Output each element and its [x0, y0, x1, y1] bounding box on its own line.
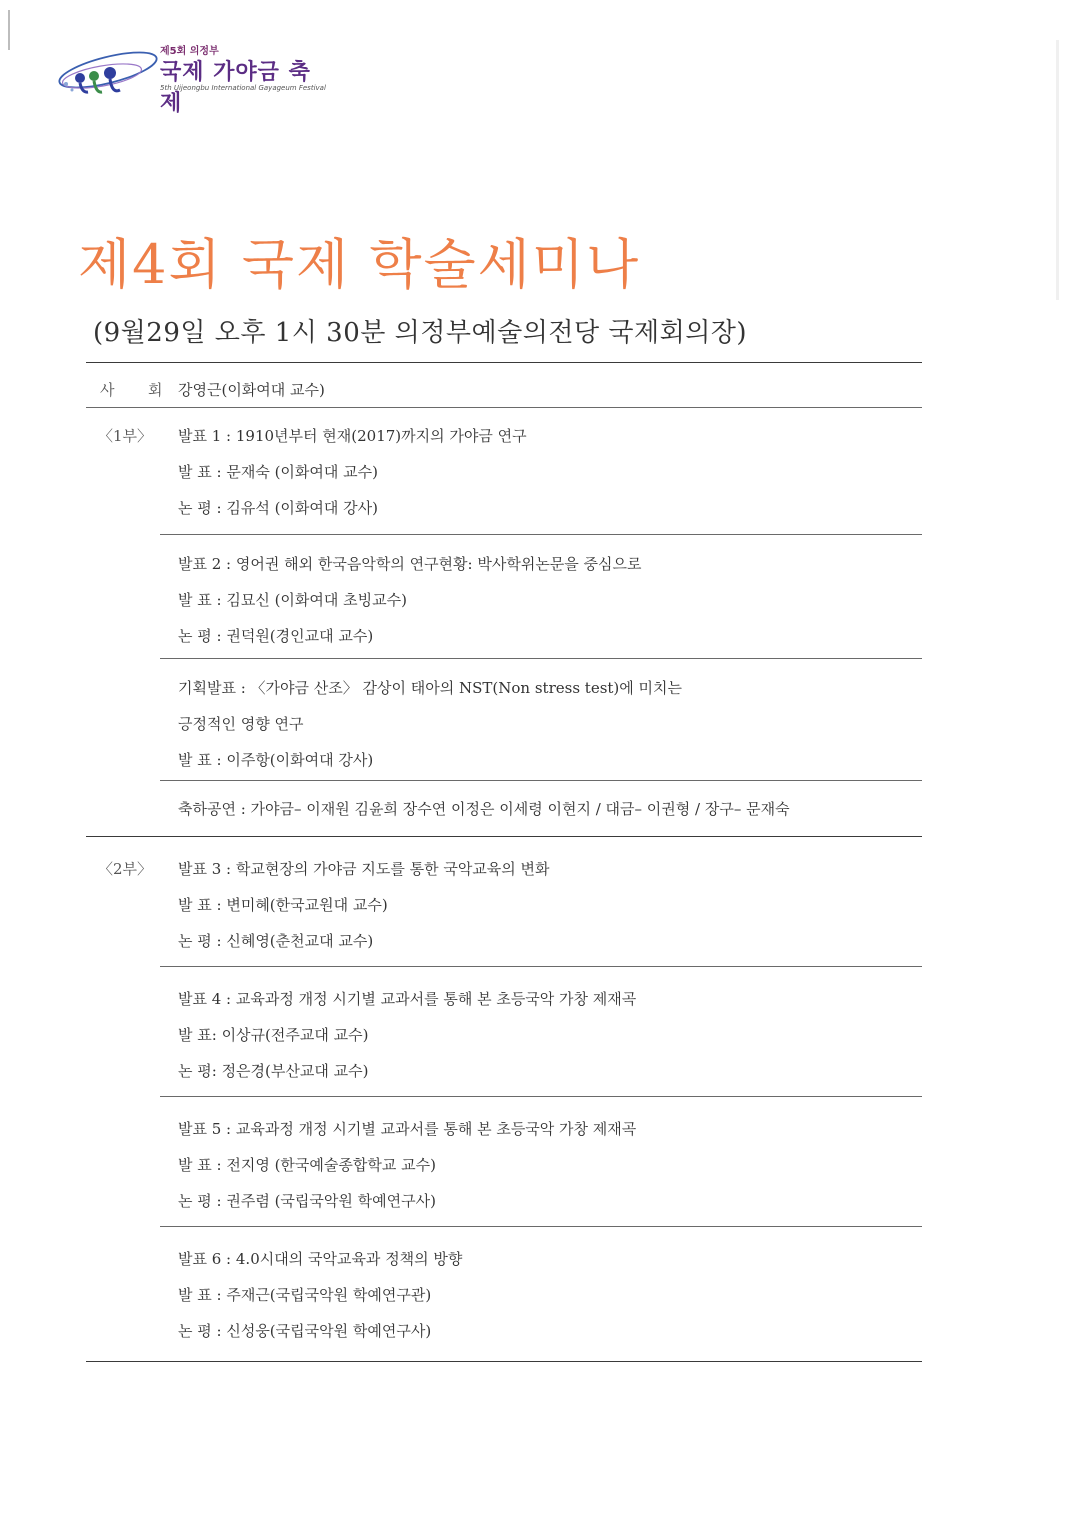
moderator-label-hoe: 회 [148, 381, 163, 399]
talk2-title: 발표 2 : 영어권 해외 한국음악학의 연구현황: 박사학위논문을 중심으로 [178, 555, 642, 573]
talk4-title: 발표 4 : 교육과정 개정 시기별 교과서를 통해 본 초등국악 가창 제재곡 [178, 990, 637, 1008]
part2-label: 〈2부〉 [98, 860, 153, 878]
talk-divider [160, 780, 922, 781]
festival-edition: 제5회 의정부 [160, 46, 219, 57]
talk3-title: 발표 3 : 학교현장의 가야금 지도를 통한 국악교육의 변화 [178, 860, 550, 878]
talk2-presenter: 발 표 : 김묘신 (이화여대 초빙교수) [178, 591, 407, 609]
footer-rule [86, 1361, 922, 1362]
page-fold-shadow [1056, 40, 1059, 300]
talk5-presenter: 발 표 : 전지영 (한국예술종합학교 교수) [178, 1156, 436, 1174]
celebration-performance: 축하공연 : 가야금– 이재원 김윤희 장수연 이정은 이세령 이현지 / 대금– 이권형 / 장구– 문재숙 [178, 800, 790, 818]
talk3-presenter: 발 표 : 변미혜(한국교원대 교수) [178, 896, 388, 914]
talk5-discussant: 논 평 : 권주렴 (국립국악원 학예연구사) [178, 1192, 436, 1210]
talk6-title: 발표 6 : 4.0시대의 국악교육과 정책의 방향 [178, 1250, 463, 1268]
festival-logo-icon [56, 46, 160, 102]
special-talk-title-line2: 긍정적인 영향 연구 [178, 715, 304, 733]
talk6-presenter: 발 표 : 주재근(국립국악원 학예연구관) [178, 1286, 432, 1304]
special-talk-title-line1: 기획발표 : 〈가야금 산조〉 감상이 태아의 NST(Non stress test)에 미치는 [178, 679, 683, 697]
page-title: 제4회 국제 학술세미나 [78, 233, 641, 296]
header-rule [86, 362, 922, 363]
festival-name: 국제 가야금 축제 [160, 60, 311, 116]
talk-divider [160, 658, 922, 659]
talk5-title: 발표 5 : 교육과정 개정 시기별 교과서를 통해 본 초등국악 가창 제재곡 [178, 1120, 637, 1138]
page-subtitle: (9월29일 오후 1시 30분 의정부예술의전당 국제회의장) [93, 318, 748, 348]
talk6-discussant: 논 평 : 신성웅(국립국악원 학예연구사) [178, 1322, 432, 1340]
moderator-label-sa: 사 [100, 381, 115, 399]
festival-name-english: 5th Uijeongbu International Gayageum Festival [160, 84, 326, 92]
talk3-discussant: 논 평 : 신혜영(춘천교대 교수) [178, 932, 374, 950]
talk1-presenter: 발 표 : 문재숙 (이화여대 교수) [178, 463, 378, 481]
talk-divider [160, 534, 922, 535]
talk-divider [160, 1226, 922, 1227]
talk4-presenter: 발 표: 이상규(전주교대 교수) [178, 1026, 369, 1044]
moderator-name: 강영근(이화여대 교수) [178, 381, 325, 399]
moderator-rule [86, 407, 922, 408]
festival-logo [56, 42, 326, 116]
special-talk-presenter: 발 표 : 이주항(이화여대 강사) [178, 751, 374, 769]
talk2-discussant: 논 평 : 권덕원(경인교대 교수) [178, 627, 374, 645]
talk4-discussant: 논 평: 정은경(부산교대 교수) [178, 1062, 369, 1080]
part1-label: 〈1부〉 [98, 427, 153, 445]
part-divider [86, 836, 922, 837]
talk-divider [160, 1096, 922, 1097]
talk-divider [160, 966, 922, 967]
talk1-discussant: 논 평 : 김유석 (이화여대 강사) [178, 499, 378, 517]
scan-edge-mark [8, 10, 10, 50]
talk1-title: 발표 1 : 1910년부터 현재(2017)까지의 가야금 연구 [178, 427, 527, 445]
